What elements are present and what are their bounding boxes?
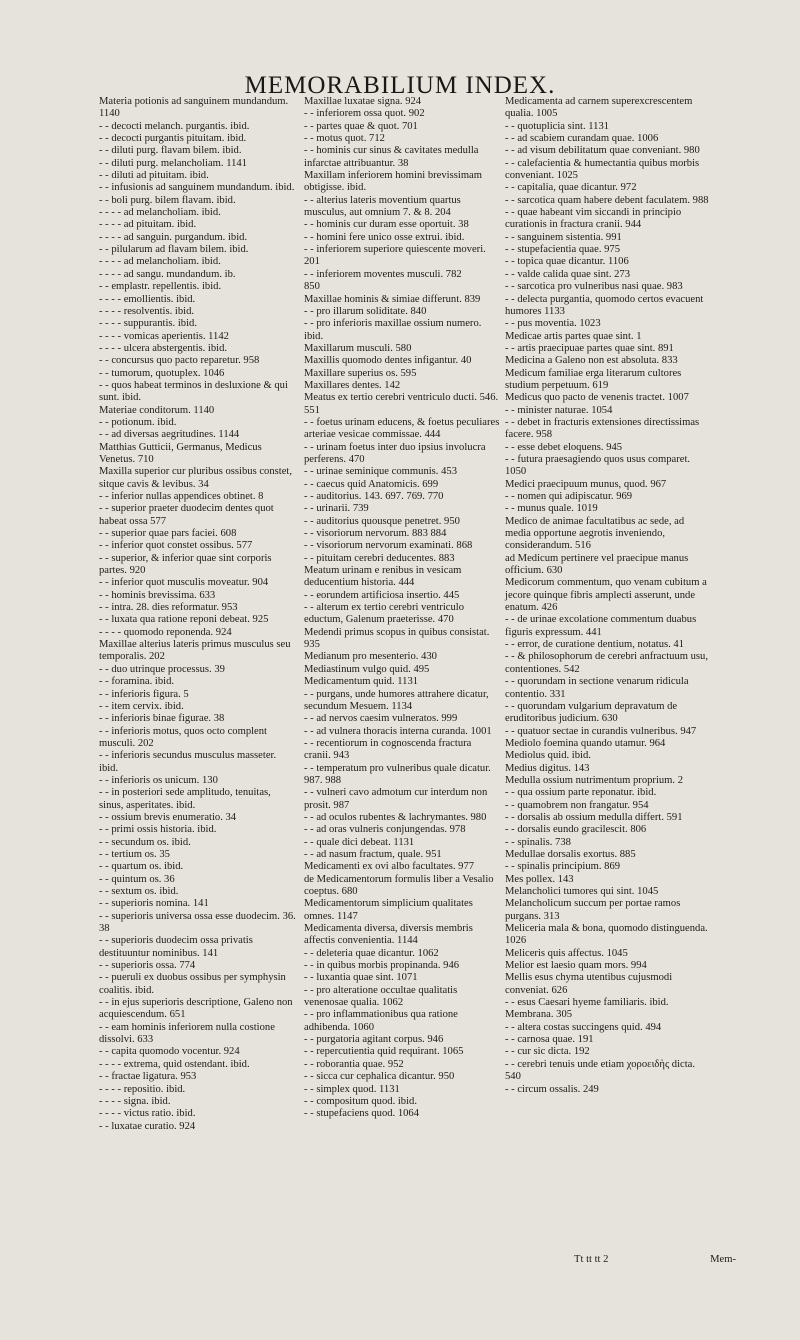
index-entry: - - inferioris motus, quos octo complent musculi. 202 (99, 725, 270, 749)
index-entry: Medulla ossium nutrimentum proprium. 2 (505, 774, 684, 786)
index-entry: - - quos habeat terminos in desluxione & qui sunt. ibid. (99, 379, 291, 404)
index-entry: - - cerebri tenuis unde etiam χοροειδὴς dicta. 540 (505, 1058, 698, 1083)
index-entry: - - compositum quod. ibid. (304, 1095, 417, 1107)
index-entry: - - pro illarum soliditate. 840 (304, 305, 427, 317)
index-entry: - - esus Caesari hyeme familiaris. ibid. (505, 997, 669, 1009)
index-entry: - - superior, & inferior quae sint corporis partes. 920 (99, 552, 275, 577)
index-entry: - - inferioris os unicum. 130 (99, 774, 218, 786)
index-entry: - - in ejus superioris descriptione, Galeno non acquiescendum. 651 (99, 997, 296, 1021)
index-entry: - - pilularum ad flavam bilem. ibid. (99, 244, 249, 256)
index-entry: - - visoriorum nervorum. 883 884 (304, 528, 447, 540)
index-entry: - - secundum os. ibid. (99, 836, 191, 848)
index-entry: - - ad scabiem curandam quae. 1006 (505, 133, 659, 145)
index-entry: Medicamentorum simplicium qualitates omnes. 1147 (304, 898, 476, 922)
index-entry: - - superior praeter duodecim dentes quot habeat ossa 577 (99, 503, 277, 527)
index-entry: Mes pollex. 143 (505, 873, 574, 885)
index-entry: - - - - ulcera abstergentis. ibid. (99, 342, 228, 354)
index-entry: - - decocti purgantis pituitam. ibid. (99, 133, 247, 145)
index-entry: - - sanguinem sistentia. 991 (505, 231, 622, 243)
index-entry: - - & philosophorum de cerebri anfractuum usu, contentiones. 542 (505, 651, 711, 675)
index-entry: - - inferiorem superiore quiescente moveri. 201 (304, 244, 489, 268)
index-entry: - - altera costas succingens quid. 494 (505, 1021, 662, 1033)
index-entry: - - quale dici debeat. 1131 (304, 836, 415, 848)
index-entry: - - homini fere unico osse extrui. ibid. (304, 231, 465, 243)
index-entry: - - superior quae pars faciei. 608 (99, 528, 237, 540)
index-entry: Maxilla superior cur pluribus ossibus constet, sitque cavis & levibus. 34 (99, 466, 295, 490)
catchword: Mem- (710, 1254, 736, 1265)
index-entry: Maxillae alterius lateris primus musculus seu temporalis. 202 (99, 639, 294, 663)
index-entry: - - sarcotica quam habere debent faculatem. 988 (505, 194, 709, 206)
index-entry: Medici praecipuum munus, quod. 967 (505, 478, 667, 490)
index-entry: - - decocti melanch. purgantis. ibid. (99, 120, 250, 132)
index-entry: - - valde calida quae sint. 273 (505, 268, 631, 280)
index-entry: - - in quibus morbis propinanda. 946 (304, 960, 460, 972)
index-entry: - - luxata qua ratione reponi debeat. 925 (99, 614, 269, 626)
index-entry: - - urinarii. 739 (304, 503, 369, 515)
index-entry: - - fractae ligatura. 953 (99, 1071, 197, 1083)
index-entry: - - alterum ex tertio cerebri ventriculo eductum, Galenum praeterisse. 470 (304, 602, 467, 626)
index-entry: - - ad oculos rubentes & lachrymantes. 980 (304, 811, 487, 823)
index-entry: - - capita quomodo vocentur. 924 (99, 1046, 240, 1058)
index-entry: - - diluti purg. flavam bilem. ibid. (99, 145, 242, 157)
index-entry: - - eam hominis inferiorem nulla costione dissolvi. 633 (99, 1021, 278, 1046)
index-entry: - - dorsalis eundo gracilescit. 806 (505, 824, 647, 836)
index-entry: - - quartum os. ibid. (99, 861, 184, 873)
index-entry: Medicorum commentum, quo venam cubitum a jecore quinque fibris amplecti asserunt, unde enatum. 426 (505, 577, 710, 614)
index-entry: - - spinalis. 738 (505, 836, 571, 848)
index-entry: - - pro alteratione occultae qualitatis venenosae qualia. 1062 (304, 984, 460, 1009)
index-entry: - - pus moventia. 1023 (505, 318, 601, 330)
index-entry: Mediolo foemina quando utamur. 964 (505, 737, 666, 749)
index-entry: - - deleteria quae dicantur. 1062 (304, 947, 439, 959)
index-entry: - - ad vulnera thoracis interna curanda. 1001 (304, 725, 492, 737)
index-entry: - - luxatae curatio. 924 (99, 1120, 196, 1132)
index-entry: Meatus ex tertio cerebri ventriculo ducti. 546. 551 (304, 392, 501, 416)
index-entry: Maxillis quomodo dentes infigantur. 40 (304, 355, 472, 367)
index-entry: - - purgans, unde humores attrahere dicatur, secundum Mesuem. 1134 (304, 688, 492, 712)
index-entry: ad Medicum pertinere vel praecipue manus officium. 630 (505, 552, 691, 577)
index-entry: Mellis esus chyma utentibus cujusmodi conveniat. 626 (505, 972, 675, 996)
index-entry: - - dorsalis ab ossium medulla differt. 591 (505, 811, 683, 823)
index-entry: - - artis praecipuae partes quae sint. 891 (505, 342, 674, 354)
index-entry: - - ad visum debilitatum quae conveniant. 980 (505, 145, 700, 157)
index-entry: - - vulneri cavo admotum cur interdum non prosit. 987 (304, 787, 490, 811)
index-entry: - - ossium brevis enumeratio. 34 (99, 811, 237, 823)
index-entry: - - quamobrem non frangatur. 954 (505, 799, 649, 811)
index-entry: Medicina a Galeno non est absoluta. 833 (505, 355, 678, 367)
index-entry: - - - - victus ratio. ibid. (99, 1108, 196, 1120)
index-entry: Maxillare superius os. 595 (304, 367, 417, 379)
index-entry: - - inferiorem moventes musculi. 782 (304, 268, 462, 280)
index-entry: - - hominis cur sinus & cavitates medulla infarctae attribuantur. 38 (304, 145, 482, 169)
index-entry: - - superioris universa ossa esse duodecim. 36. 38 (99, 910, 299, 935)
index-entry: - - - - quomodo reponenda. 924 (99, 626, 232, 638)
index-entry: - - - - signa. ibid. (99, 1095, 171, 1107)
index-entry: - - qua ossium parte reponatur. ibid. (505, 787, 657, 799)
index-entry: - - inferioris binae figurae. 38 (99, 713, 225, 725)
index-entry: - - quatuor sectae in curandis vulneribus. 947 (505, 725, 697, 737)
index-entry: Medicus quo pacto de venenis tractet. 1007 (505, 392, 689, 404)
index-entry: - - pituitam cerebri deducentes. 883 (304, 552, 455, 564)
index-entry: - - quintum os. 36 (99, 873, 175, 885)
index-entry: - - caecus quid Anatomicis. 699 (304, 478, 439, 490)
index-entry: - - boli purg. bilem flavam. ibid. (99, 194, 236, 206)
index-entry: - - concursus quo pacto reparetur. 958 (99, 355, 260, 367)
index-entry: - - ad diversas aegritudines. 1144 (99, 429, 240, 441)
index-entry: - - urinam foetus inter duo ipsius involucra perferens. 470 (304, 441, 489, 465)
index-entry: - - - - repositio. ibid. (99, 1083, 186, 1095)
index-column-1 (99, 96, 297, 1266)
index-entry: Maxillarum musculi. 580 (304, 342, 412, 354)
index-entry: - - inferior nullas appendices obtinet. 8 (99, 491, 264, 502)
index-entry: Maxillae luxatae signa. 924 (304, 96, 422, 107)
index-entry: Medicamenta diversa, diversis membris affectis convenientia. 1144 (304, 923, 476, 947)
index-entry: - - - - ad melancholiam. ibid. (99, 207, 221, 219)
index-entry: - - quorundam in sectione venarum ridicula contentio. 331 (505, 676, 692, 700)
index-entry: - - diluti ad pituitam. ibid. (99, 170, 209, 182)
index-entry: - - error, de curatione dentium, notatus. 41 (505, 639, 685, 651)
page-title: MEMORABILIUM INDEX. (244, 72, 556, 99)
index-entry: - - repercutientia quid requirant. 1065 (304, 1046, 464, 1058)
index-entry: - - hominis cur duram esse oportuit. 38 (304, 219, 469, 231)
index-entry: - - debet in fracturis extensiones directissimas facere. 958 (505, 416, 702, 441)
index-entry: - - recentiorum in cognoscenda fractura cranii. 943 (304, 737, 475, 762)
index-entry: - - carnosa quae. 191 (505, 1034, 594, 1046)
index-entry: - - motus quot. 712 (304, 133, 385, 145)
index-entry: - - spinalis principium. 869 (505, 861, 621, 873)
index-entry: Membrana. 305 (505, 1009, 573, 1021)
index-entry: - - calefacientia & humectantia quibus morbis conveniant. 1025 (505, 157, 702, 182)
index-entry: - - diluti purg. melancholiam. 1141 (99, 157, 247, 169)
index-entry: - - pro inflammationibus qua ratione adhibenda. 1060 (304, 1009, 461, 1033)
index-entry: - - superioris nomina. 141 (99, 898, 209, 910)
index-entry: - - - - emollientis. ibid. (99, 293, 196, 305)
index-entry: - - de urinae excolatione commentum duabus figuris expressum. 441 (505, 614, 699, 638)
index-entry: - - alterius lateris moventium quartus musculus, aut omnium 7. & 8. 204 (304, 194, 464, 219)
index-entry: Medicamenta ad carnem superexcrescentem qualia. 1005 (505, 96, 696, 120)
index-entry: - - - - resolventis. ibid. (99, 305, 195, 317)
index-entry: - - inferiorem ossa quot. 902 (304, 108, 425, 120)
index-entry: Melancholicum succum per portae ramos purgans. 313 (505, 898, 683, 922)
index-entry: Medianum pro mesenterio. 430 (304, 651, 437, 663)
index-entry: Materia potionis ad sanguinem mundandum. 1140 (99, 96, 291, 120)
index-entry: - - item cervix. ibid. (99, 700, 184, 712)
index-entry: - - topica quae dicantur. 1106 (505, 256, 629, 268)
index-entry: - - ad nervos caesim vulneratos. 999 (304, 713, 458, 725)
index-entry: - - cur sic dicta. 192 (505, 1046, 590, 1058)
index-entry: - - temperatum pro vulneribus quale dicatur. 987. 988 (304, 762, 494, 786)
index-entry: - - in posteriori sede amplitudo, tenuitas, sinus, asperitates. ibid. (99, 787, 274, 811)
signature-mark: Tt tt tt 2 (574, 1254, 609, 1265)
index-entry: Medius digitus. 143 (505, 762, 590, 774)
index-entry: - - stupefaciens quod. 1064 (304, 1108, 420, 1120)
index-entry: Melancholici tumores qui sint. 1045 (505, 886, 659, 897)
index-entry: Medico de animae facultatibus ac sede, ad media opportune aegrotis inveniendo, considerandum. 516 (505, 515, 687, 552)
index-entry: Mediolus quid. ibid. (505, 750, 591, 762)
index-entry: Meliceria mala & bona, quomodo distinguenda. 1026 (505, 923, 711, 947)
index-entry: de Medicamentorum formulis liber a Vesalio coeptus. 680 (304, 873, 497, 897)
index-entry: - - - - vomicas aperientis. 1142 (99, 330, 229, 342)
index-entry: - - pueruli ex duobus ossibus per symphysin coalitis. ibid. (99, 972, 289, 996)
index-entry: - - roborantia quae. 952 (304, 1058, 404, 1070)
index-entry: - - simplex quod. 1131 (304, 1083, 400, 1095)
index-entry: Medicamentum quid. 1131 (304, 676, 419, 688)
index-entry: - - superioris duodecim ossa privatis destituuntur nominibus. 141 (99, 935, 256, 959)
index-entry: Matthias Gutticii, Germanus, Medicus Venetus. 710 (99, 441, 265, 465)
index-entry: - - infusionis ad sanguinem mundandum. ibid. (99, 182, 295, 194)
index-entry: Meatum urinam e renibus in vesicam deducentium historia. 444 (304, 565, 465, 589)
index-entry: - - tertium os. 35 (99, 848, 170, 860)
index-entry: Maxillae hominis & simiae differunt. 839 (304, 293, 481, 305)
index-entry: - - minister naturae. 1054 (505, 404, 613, 416)
index-entry: - - sicca cur cephalica dicantur. 950 (304, 1071, 455, 1083)
index-column-3 (505, 96, 711, 1266)
index-entry: - - ad nasum fractum, quale. 951 (304, 848, 442, 860)
index-entry: - - - - ad sangu. mundandum. ib. (99, 268, 236, 280)
index-entry: - - esse debet eloquens. 945 (505, 441, 623, 453)
index-entry: - - foramina. ibid. (99, 676, 175, 688)
index-entry: - - auditorius. 143. 697. 769. 770 (304, 491, 444, 502)
index-entry: Medullae dorsalis exortus. 885 (505, 848, 636, 860)
index-entry: - - inferioris figura. 5 (99, 688, 189, 700)
index-entry: - - visoriorum nervorum examinati. 868 (304, 540, 473, 552)
index-entry: - - partes quae & quot. 701 (304, 120, 418, 132)
index-entry: - - capitalia, quae dicantur. 972 (505, 182, 637, 194)
index-entry: - - - - ad melancholiam. ibid. (99, 256, 221, 268)
index-entry: - - nomen qui adipiscatur. 969 (505, 491, 633, 502)
index-entry: Medendi primus scopus in quibus consistat. 935 (304, 626, 493, 651)
index-entry: - - intra. 28. dies reformatur. 953 (99, 602, 238, 614)
index-entry: Meliceris quis affectus. 1045 (505, 947, 628, 959)
index-entry: - - - - ad sanguin. purgandum. ibid. (99, 231, 248, 243)
index-entry: - - - - suppurantis. ibid. (99, 318, 197, 330)
index-entry: Maxillares dentes. 142 (304, 379, 401, 391)
index-entry: - - inferior quot constet ossibus. 577 (99, 540, 253, 552)
index-entry: - - urinae seminique communis. 453 (304, 466, 457, 478)
index-entry: Melior est laesio quam mors. 994 (505, 960, 647, 972)
index-entry: Materiae conditorum. 1140 (99, 404, 215, 416)
index-entry: - - foetus urinam educens, & foetus peculiares arteriae vesicae commissae. 444 (304, 416, 502, 441)
index-entry: - - primi ossis historia. ibid. (99, 824, 217, 836)
index-entry: - - circum ossalis. 249 (505, 1083, 599, 1095)
index-entry: - - luxantia quae sint. 1071 (304, 972, 418, 984)
index-entry: - - ad oras vulneris conjungendas. 978 (304, 824, 466, 836)
index-entry: Medicum familiae erga literarum cultores studium perpetuum. 619 (505, 367, 684, 391)
index-entry: - - sarcotica pro vulneribus nasi quae. 983 (505, 281, 683, 293)
index-entry: - - duo utrinque processus. 39 (99, 663, 225, 675)
index-entry: - - quae habeant vim siccandi in principio curationis in fractura cranii. 944 (505, 207, 684, 231)
index-entry: - - munus quale. 1019 (505, 503, 598, 515)
index-entry: - - auditorius quousque penetret. 950 (304, 515, 460, 527)
index-entry: - - inferioris secundus musculus masseter. ibid. (99, 750, 279, 774)
index-entry: Maxillam inferiorem homini brevissimam obtigisse. ibid. (304, 170, 485, 194)
index-entry: Medicae artis partes quae sint. 1 (505, 330, 642, 342)
index-entry: Mediastinum vulgo quid. 495 (304, 663, 430, 675)
index-entry: - - emplastr. repellentis. ibid. (99, 281, 222, 293)
index-entry: - - quorundam vulgarium depravatum de eruditoribus judicium. 630 (505, 700, 680, 725)
index-entry: - - purgatoria agitant corpus. 946 (304, 1034, 444, 1046)
index-entry: - - eorundem artificiosa insertio. 445 (304, 589, 460, 601)
index-entry: - - superioris ossa. 774 (99, 960, 196, 972)
index-column-2 (304, 96, 500, 1266)
index-entry: - - pro inferioris maxillae ossium numero. ibid. (304, 318, 485, 342)
index-entry: - - stupefacientia quae. 975 (505, 244, 621, 256)
index-entry: - - - - extrema, quid ostendant. ibid. (99, 1058, 250, 1070)
index-entry: - - potionum. ibid. (99, 416, 177, 428)
index-entry: - - inferior quot musculis moveatur. 904 (99, 577, 269, 589)
index-entry: - - delecta purgantia, quomodo certos evacuent humores 1133 (505, 293, 707, 317)
index-entry: - - quotuplicia sint. 1131 (505, 120, 610, 132)
index-entry: - - futura praesagiendo quos usus comparet. 1050 (505, 453, 693, 478)
index-entry: Medicamenti ex ovi albo facultates. 977 (304, 861, 475, 873)
index-entry: - - - - ad pituitam. ibid. (99, 219, 197, 231)
index-entry: - - tumorum, quotuplex. 1046 (99, 367, 225, 379)
index-entry: - - hominis brevissima. 633 (99, 589, 216, 601)
index-entry: 850 (304, 281, 320, 293)
index-entry: - - sextum os. ibid. (99, 886, 179, 897)
